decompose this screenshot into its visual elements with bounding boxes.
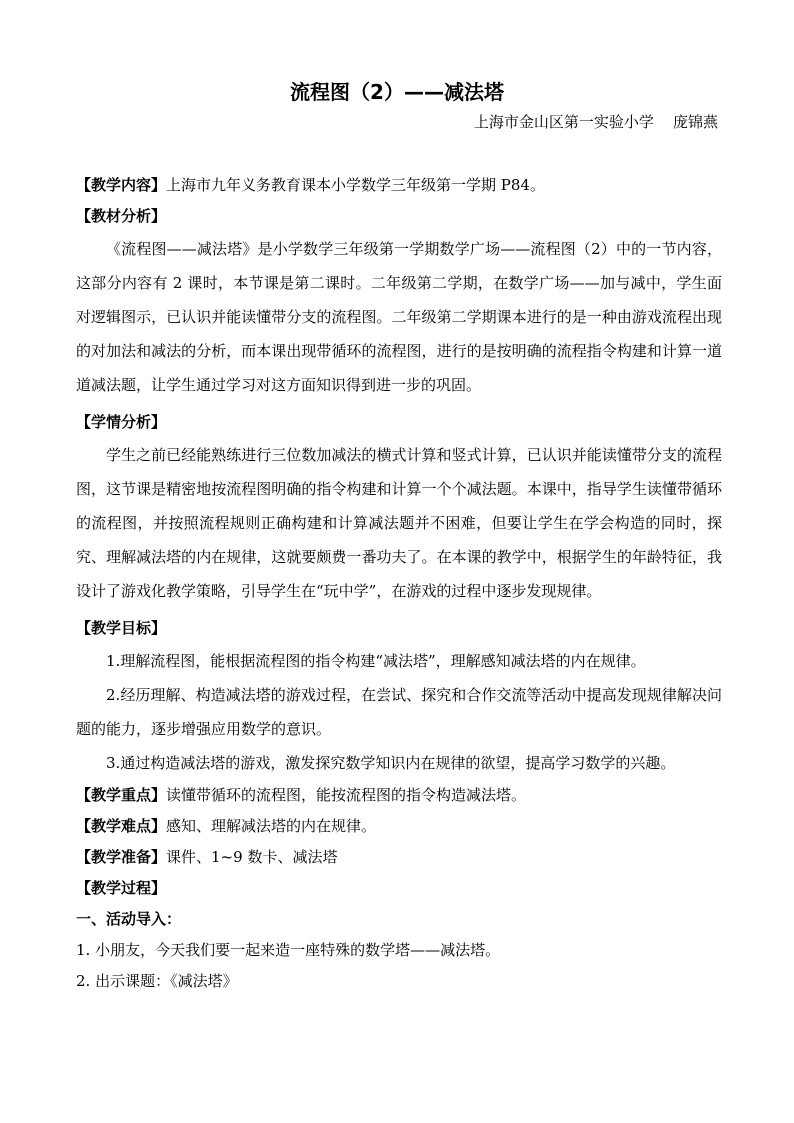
difficulty	[76, 811, 722, 842]
difficulty-text: 感知、理解减法塔的内在规律。	[166, 817, 377, 835]
difficulty-label: 【教学难点】	[76, 817, 167, 835]
material-analysis-text: 《流程图——减法塔》是小学数学三年级第一学期数学广场——流程图（2）中的一节内容，这部分内容有 2 课时，本节课是第二课时。二年级第二学期，在数学广场——加与减中，学生面对逻辑图示，已认识并能读懂带分支的流程图。二年级第二学期课本进行的是一种由游戏流程出现的对加法和减法的分析，而本课出现带循环的流程图，进行的是按明确的流程指令构建和计算一道道减法题，让学生通过学习对这方面知识得到进一步的巩固。	[76, 240, 722, 394]
teaching-content	[76, 170, 722, 201]
key-point	[76, 780, 722, 811]
objective-item: 2.经历理解、构造减法塔的游戏过程，在尝试、探究和合作交流等活动中提高发现规律解决问题的能力，逐步增强应用数学的意识。	[76, 686, 722, 738]
objectives-label: 【教学目标】	[76, 619, 167, 637]
objective-item: 3.通过构造减法塔的游戏，激发探究数学知识内在规律的欲望，提高学习数学的兴趣。	[106, 754, 676, 772]
document-title: 流程图（2）——减法塔	[290, 80, 504, 104]
preparation	[76, 842, 722, 873]
teaching-content-text: 上海市九年义务教育课本小学数学三年级第一学期 P84。	[166, 176, 545, 194]
preparation-label: 【教学准备】	[76, 848, 167, 866]
document-body	[76, 170, 722, 997]
preparation-text: 课件、1~9 数卡、减法塔	[166, 848, 338, 866]
author-line: 上海市金山区第一实验小学 庞锦燕	[473, 113, 718, 131]
key-point-label: 【教学重点】	[76, 786, 167, 804]
list-item: 1. 小朋友，今天我们要一起来造一座特殊的数学塔——减法塔。	[76, 941, 501, 959]
key-point-text: 读懂带循环的流程图，能按流程图的指令构造减法塔。	[166, 786, 527, 804]
list-item: 2. 出示课题：《减法塔》	[76, 972, 238, 990]
objective-item: 1.理解流程图，能根据流程图的指令构建“减法塔”，理解感知减法塔的内在规律。	[106, 652, 646, 670]
material-analysis-label: 【教材分析】	[76, 207, 167, 225]
teaching-content-label: 【教学内容】	[76, 176, 167, 194]
student-analysis-text: 学生之前已经能熟练进行三位数加减法的横式计算和竖式计算，已认识并能读懂带分支的流程图，这节课是精密地按流程图明确的指令构建和计算一个个减法题。本课中，指导学生读懂带循环的流程图，并按照流程规则正确构建和计算减法题并不困难，但要让学生在学会构造的同时，探究、理解减法塔的内在规律，这就要颇费一番功夫了。在本课的教学中，根据学生的年龄特征，我设计了游戏化教学策略，引导学生在“玩中学”，在游戏的过程中逐步发现规律。	[76, 446, 722, 600]
section-heading: 一、活动导入：	[76, 910, 182, 928]
process-label: 【教学过程】	[76, 879, 167, 897]
student-analysis-label: 【学情分析】	[76, 413, 167, 431]
